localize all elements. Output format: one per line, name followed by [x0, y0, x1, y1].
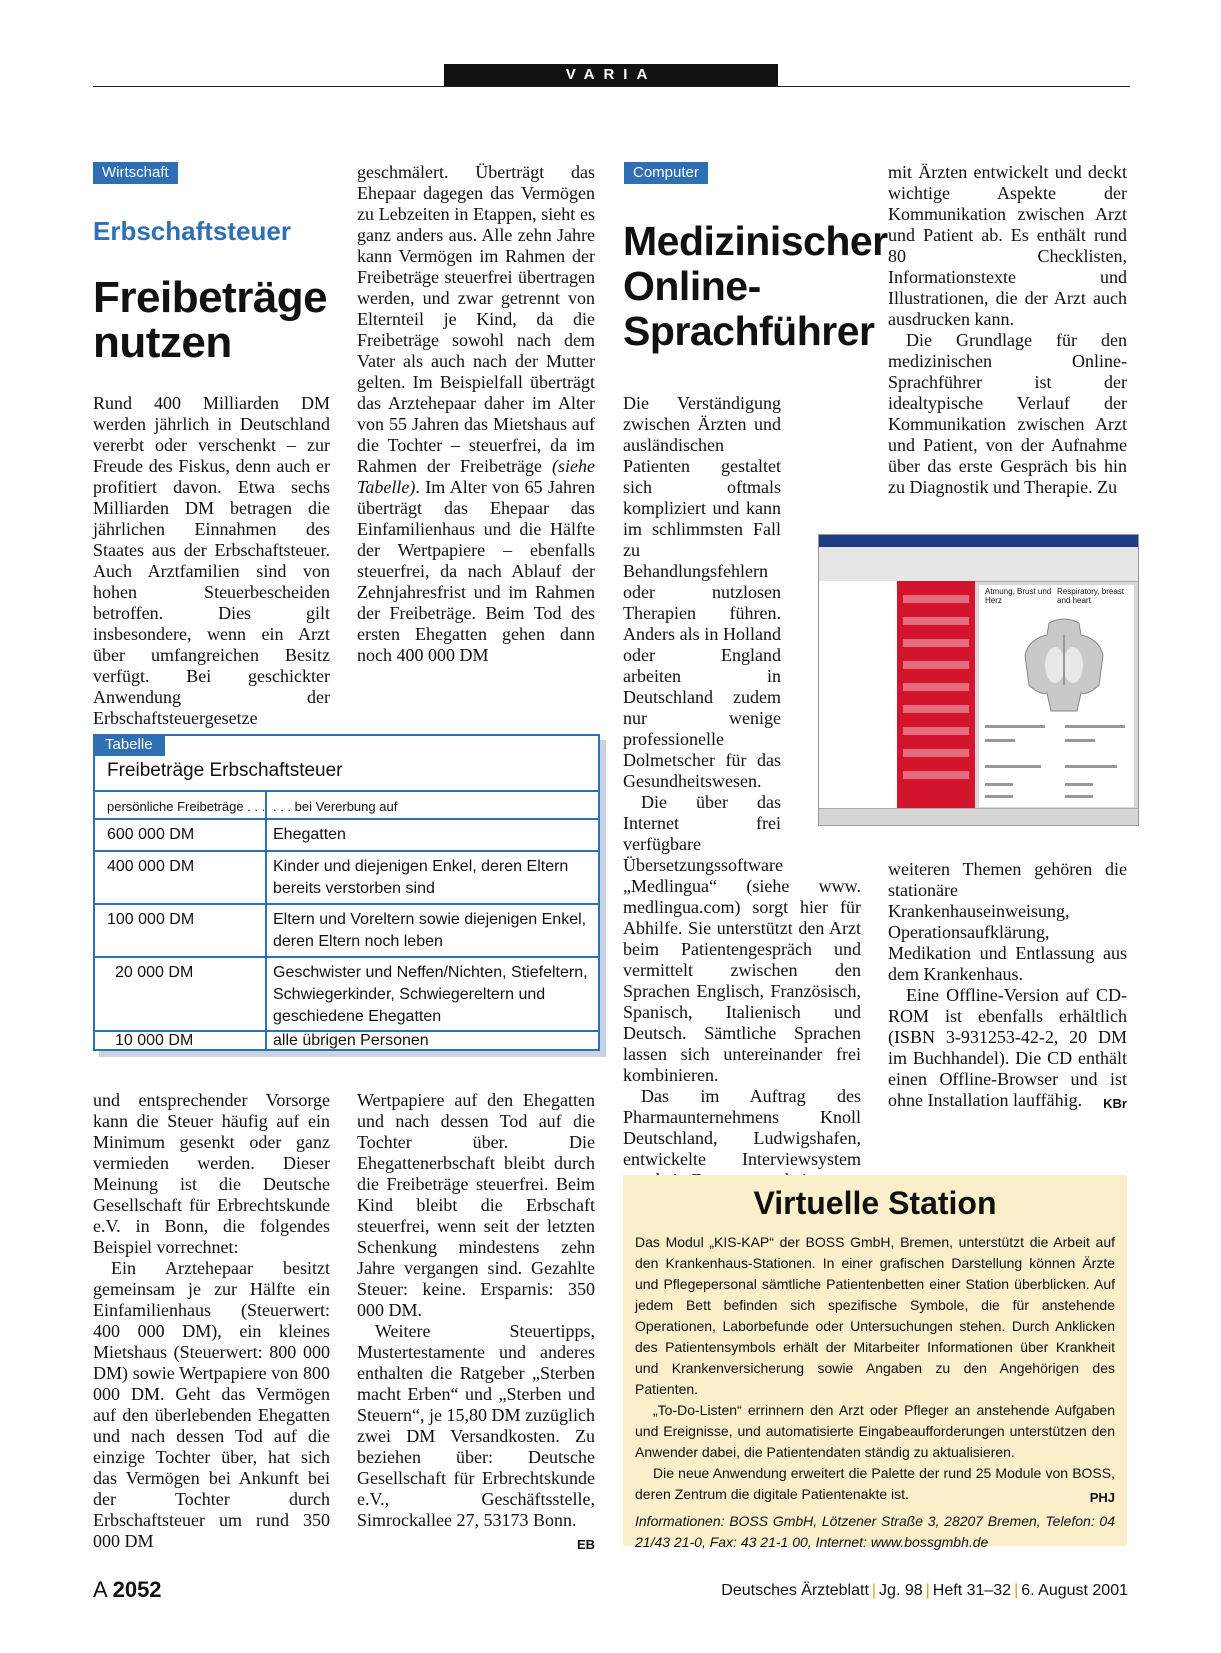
paragraph: Die über das Internet frei verfügbare Übersetzungssoftware „Medlingua“ (siehe www. medlingua.com) sorgt hier für Abhilfe. Sie unterstützt den Arzt beim Patientengespräch und vermittelt zwischen den Sprachen Englisch, Französisch, Spanisch, Italienisch und Deutsch. Sämtliche Sprachen lassen sich untereinander frei kombinieren.: [623, 792, 861, 1085]
paragraph: Das Modul „KIS-KAP“ der BOSS GmbH, Bremen, unterstützt die Arbeit auf den Krankenhaus-Stationen. In einer grafischen Darstellung können Ärzte und Pflegepersonal sämtliche Patientenbetten einer Station überblicken. Auf jedem Bett befinden sich spezifische Symbole, die für anstehende Operationen, Laborbefunde oder Untersuchungen stehen. Durch Anklicken des Patientensymbols erhält der Mitarbeiter Informationen über Krankheit und Krankenversicherung sowie Angaben zu den Angehörigen des Patienten.: [635, 1234, 1115, 1397]
content-pane: [979, 585, 1134, 807]
table-cell-recipient: Ehegatten: [273, 826, 346, 843]
text-run: Weitere Steuertipps, Mustertestamente und anderes enthalten die Ratgeber „Sterben macht Erben“ und „Sterben und Steuern“, je 15,80 DM zuzüglich zwei DM Versandkosten. Zu beziehen über: Deutsche Gesellschaft für Erbrechtskunde e.V., Geschäftsstelle, Simrockallee 27, 53173 Bonn.: [357, 1321, 595, 1530]
page-number-value: 2052: [112, 1577, 162, 1602]
table-title: Freibeträge Erbschaftsteuer: [107, 760, 343, 781]
paragraph: [888, 985, 1127, 1111]
table-cell-recipient: alle übrigen Personen: [273, 1032, 429, 1049]
headline-line: Freibeträge: [93, 273, 328, 322]
table-row: [95, 903, 598, 958]
paragraph: [357, 162, 595, 666]
text-run: geschmälert. Überträgt das Ehepaar dagegen das Vermögen zu Lebzeiten in Etappen, sieht es ganz anders aus. Alle zehn Jahre kann Vermögen im Rahmen der Freibeträge steuerfrei übertragen werden, und zwar getrennt von Elternteil je Kind, da die Freibeträge sowohl nach dem Vater als auch nach der Mutter gelten. Im Beispielfall überträgt das Arztehepaar daher im Alter von 55 Jahren das Mietshaus auf die Tochter – steuerfrei, da im Rahmen der Freibeträge: [357, 162, 595, 476]
table-cell-recipient: Eltern und Voreltern sowie diejenigen Enkel, deren Eltern noch leben: [273, 911, 587, 950]
author-signature: EB: [576, 1537, 595, 1552]
table-header-cell: . . . bei Vererbung auf: [273, 799, 398, 814]
table-cell-amount: 20 000 DM: [115, 964, 194, 981]
table-cell-recipient: Kinder und diejenigen Enkel, deren Eltern bereits verstorben sind: [273, 858, 569, 897]
table-row: [95, 850, 598, 905]
window-titlebar: [819, 535, 1138, 547]
body-column-4-top: [888, 162, 1127, 498]
headline-line: Online-: [623, 263, 761, 309]
info-box-virtuelle-station: [623, 1175, 1127, 1550]
paragraph: Die Grundlage für den medizinischen Online-Sprachführer ist der idealtypische Verlauf der Kommunikation zwischen Arzt und Patient, von der Aufnahme über das erste Gespräch bis hin zu Diagnostik und Therapie. Zu: [888, 330, 1127, 497]
journal-issue: Heft 31–32: [932, 1582, 1012, 1599]
paragraph: „To-Do-Listen“ errinnern den Arzt oder Pfleger an anstehende Aufgaben und Ereignisse, und automatisierte Eingabeaufforderungen unterstützen den Anwender dabei, die Patientendaten ständig zu aktualisieren.: [635, 1402, 1115, 1460]
paragraph: Das im Auftrag des Pharmaunternehmens Knoll Deutschland, Ludwigshafen, entwickelte Interviewsystem: [623, 1086, 861, 1169]
medlingua-screenshot: [818, 534, 1139, 826]
info-box-text: [635, 1232, 1115, 1553]
table-cell-amount: 10 000 DM: [115, 1032, 194, 1049]
column-divider: [265, 852, 267, 905]
text-run: Die neue Anwendung erweitert die Palette der rund 25 Module von BOSS, deren Zentrum die digitale Patientenakte ist.: [635, 1465, 1115, 1502]
column-divider: [265, 958, 267, 1032]
journal-volume: Jg. 98: [879, 1582, 923, 1599]
column-divider: [265, 1032, 267, 1051]
paragraph: Die Verständigung zwischen Ärzten und ausländischen Patienten gestaltet sich oftmals kompliziert und kann im schlimmsten Fall zu Behandlungsfehlern oder nutzlosen Therapien führen. Anders als in Holland oder England arbeiten in Deutschland zudem nur wenige professionelle Dolmetscher für das Gesundheitswesen.: [623, 393, 781, 791]
body-column-1-bottom: [93, 1090, 330, 1552]
category-tag-wirtschaft: Wirtschaft: [93, 162, 178, 184]
page-number: [93, 1577, 162, 1603]
info-box-title: Virtuelle Station: [753, 1185, 997, 1221]
article-headline: [93, 275, 327, 365]
category-tag-computer: Computer: [624, 162, 708, 184]
paragraph: Wertpapiere auf den Ehegatten und nach dessen Tod auf die Tochter über. Die Ehegattenerbschaft bleibt durch die Freibeträge steuerfrei. Beim Kind bleibt die Erbschaft steuerfrei, wenn seit der letzten Schenkung mindestens zehn Jahre vergangen sind. Gezahlte Steuer: keine. Ersparnis: 350 000 DM.: [357, 1090, 595, 1320]
author-signature: KBr: [1103, 1096, 1127, 1111]
browser-statusbar: [819, 808, 1138, 825]
browser-sidebar: [819, 581, 897, 809]
table-row: [95, 956, 598, 1032]
browser-toolbar: [819, 547, 1138, 582]
column-divider: [265, 905, 267, 958]
text-run: . Im Alter von 65 Jahren überträgt das Ehepaar das Einfamilienhaus und die Hälfte der Wertpapiere – ebenfalls steuerfrei, da nach Ablauf der Zehnjahresfrist und im Rahmen der Freibeträge. Beim Tod des ersten Ehegatten gehen dann noch 400 000 DM: [357, 477, 595, 665]
journal-name: Deutsches Ärzteblatt: [721, 1582, 869, 1599]
paragraph: und entsprechender Vorsorge kann die Steuer häufig auf ein Minimum gesenkt oder ganz vermieden werden. Dieser Meinung ist die Deutsche Gesellschaft für Erbrechtskunde e.V. in Bonn, die folgendes Beispiel vorrechnet:: [93, 1090, 330, 1257]
paragraph: mit Ärzten entwickelt und deckt wichtige Aspekte der Kommunikation zwischen Arzt und Patient ab. Es enthält rund 80 Checklisten, Informationstexte und Illustrationen, die der Arzt auch ausdrucken kann.: [888, 162, 1127, 329]
table-tag: Tabelle: [93, 734, 165, 756]
paragraph: Ein Arztehepaar besitzt gemeinsam je zur Hälfte ein Einfamilienhaus (Steuerwert: 400 000 DM), ein kleines Mietshaus (Steuerwert: 800 000 DM) sowie Wertpapiere von 800 000 DM. Geht das Vermögen auf den überlebenden Ehegatten und nach dessen Tod auf die einzige Tochter über, hat sich das Vermögen bei Ankunft bei der Tochter durch Erbschaftsteuer um rund 350 000 DM: [93, 1258, 330, 1551]
screenshot-heading: Respiratory, breast and heart: [1057, 587, 1124, 605]
author-signature: PHJ: [1089, 1490, 1115, 1505]
table-reference: (siehe Tabelle): [357, 456, 595, 497]
page-prefix: A: [93, 1577, 107, 1602]
contact-info: Informationen: BOSS GmbH, Lötzener Straße 3, 28207 Bremen, Telefon: 04 21/43 21-0, Fax: 43 21-1 00, Internet: www.bossgmbh.de: [635, 1513, 1115, 1550]
screenshot-heading: Atmung, Brust und Herz: [985, 587, 1052, 605]
headline-line: nutzen: [93, 318, 232, 367]
torso-illustration-icon: [1019, 615, 1109, 715]
article-headline: [623, 219, 888, 354]
text-run: Eine Offline-Version auf CD-ROM ist ebenfalls erhältlich (ISBN 3-931253-42-2, 20 DM im Buchhandel). Die CD enthält einen Offline-Browser und ist ohne Installation lauffähig.: [888, 985, 1127, 1110]
body-column-4-bottom: [888, 859, 1127, 1114]
paragraph: [635, 1463, 1115, 1505]
body-column-2-top: [357, 162, 595, 666]
header-rule: [93, 86, 1130, 87]
journal-date: 6. August 2001: [1021, 1582, 1128, 1599]
paragraph: weiteren Themen gehören die stationäre Krankenhauseinweisung, Operationsaufklärung, Medikation und Entlassung aus dem Krankenhaus.: [888, 859, 1127, 984]
table-cell-amount: 600 000 DM: [107, 826, 195, 843]
table-cell-amount: 100 000 DM: [107, 911, 195, 928]
headline-line: Medizinischer: [623, 218, 888, 264]
table-row: [95, 818, 598, 852]
table-row: [95, 1030, 598, 1051]
paragraph: Rund 400 Milliarden DM werden jährlich in Deutschland vererbt oder verschenkt – zur Freude des Fiskus, denn auch er profitiert davon. Etwa sechs Milliarden DM betragen die jährlichen Einnahmen des Staates aus der Erbschaftsteuer. Auch Arztfamilien sind von hohen Steuerbescheiden betroffen. Dies gilt insbesondere, wenn ein Arzt über umfangreichen Besitz verfügt. Bei geschickter Anwendung der Erbschaftsteuergesetze: [93, 393, 330, 728]
headline-line: Sprachführer: [623, 308, 875, 354]
freibetraege-table: [93, 734, 600, 1051]
article-kicker: Erbschaftsteuer: [93, 216, 291, 246]
table-cell-recipient: Geschwister und Neffen/Nichten, Stiefeltern, Schwiegerkinder, Schwiegereltern und geschiedene Ehegatten: [273, 964, 588, 1025]
table-cell-amount: 400 000 DM: [107, 858, 195, 875]
column-divider: [265, 820, 267, 852]
journal-footer: Deutsches Ärzteblatt | Jg. 98 | Heft 31–32 | 6. August 2001: [721, 1582, 1128, 1599]
menu-panel: [897, 581, 975, 809]
section-label: VARIA: [444, 64, 778, 86]
body-column-2-bottom: [357, 1090, 595, 1555]
paragraph: [357, 1321, 595, 1552]
body-column-1-top: [93, 393, 330, 729]
table-header-cell: persönliche Freibeträge . . .: [107, 799, 266, 814]
